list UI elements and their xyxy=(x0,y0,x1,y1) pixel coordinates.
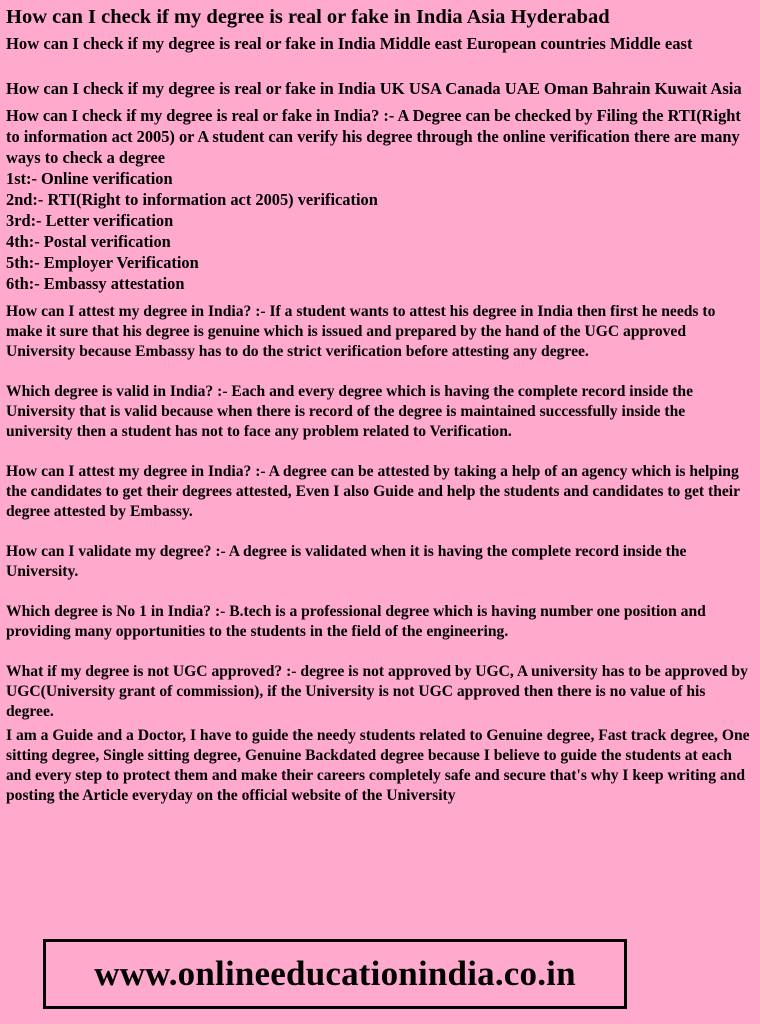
list-item: 1st:- Online verification xyxy=(6,169,173,188)
intro-paragraph: How can I check if my degree is real or fake in India? :- A Degree can be checked by Filing the RTI(Right to information act 2005) or A student can verify his degree through the online verification there are many ways to check a degree xyxy=(6,106,741,167)
list-item: 6th:- Embassy attestation xyxy=(6,274,185,293)
intro-and-list xyxy=(6,105,754,294)
list-item: 5th:- Employer Verification xyxy=(6,253,199,272)
paragraph-attest-agency: How can I attest my degree in India? :- A degree can be attested by taking a help of an agency which is helping the candidates to get their degrees attested, Even I also Guide and help the students and candidates to get their degree attested by Embassy. xyxy=(6,463,740,520)
subheading-middle-east: How can I check if my degree is real or fake in India Middle east European countries Middle east xyxy=(6,34,693,53)
website-banner xyxy=(43,939,627,1009)
paragraph-ugc-approved: What if my degree is not UGC approved? :- degree is not approved by UGC, A university has to be approved by UGC(University grant of commission), if the University is not UGC approved then there is no value of his degree. xyxy=(6,663,748,720)
list-item: 2nd:- RTI(Right to information act 2005) verification xyxy=(6,190,378,209)
paragraph-no1-degree: Which degree is No 1 in India? :- B.tech is a professional degree which is having number one position and providing many opportunities to the students in the field of the engineering. xyxy=(6,603,706,640)
list-item: 4th:- Postal verification xyxy=(6,232,171,251)
subheading-uk-usa: How can I check if my degree is real or fake in India UK USA Canada UAE Oman Bahrain Kuwait Asia xyxy=(6,79,742,98)
page-title: How can I check if my degree is real or fake in India Asia Hyderabad xyxy=(6,6,610,28)
paragraph-valid-degree: Which degree is valid in India? :- Each and every degree which is having the complete record inside the University that is valid because when there is record of the degree is maintained successfully inside the university then a student has not to face any problem related to Verification. xyxy=(6,383,693,440)
paragraph-validate-degree: How can I validate my degree? :- A degree is validated when it is having the complete record inside the University. xyxy=(6,543,687,580)
article-content xyxy=(6,4,754,806)
paragraph-guide: I am a Guide and a Doctor, I have to guide the needy students related to Genuine degree, Fast track degree, One sitting degree, Single sitting degree, Genuine Backdated degree because I believe to guide the students at each and every step to protect them and make their careers completely safe and secure that's why I keep writing and posting the Article everyday on the official website of the University xyxy=(6,727,750,804)
list-item: 3rd:- Letter verification xyxy=(6,211,174,230)
paragraph-attest-degree: How can I attest my degree in India? :- If a student wants to attest his degree in India then first he needs to make it sure that his degree is genuine which is issued and prepared by the hand of the UGC approved University because Embassy has to do the strict verification before attesting any degree. xyxy=(6,303,716,360)
website-url: www.onlineeducationindia.co.in xyxy=(94,954,576,993)
